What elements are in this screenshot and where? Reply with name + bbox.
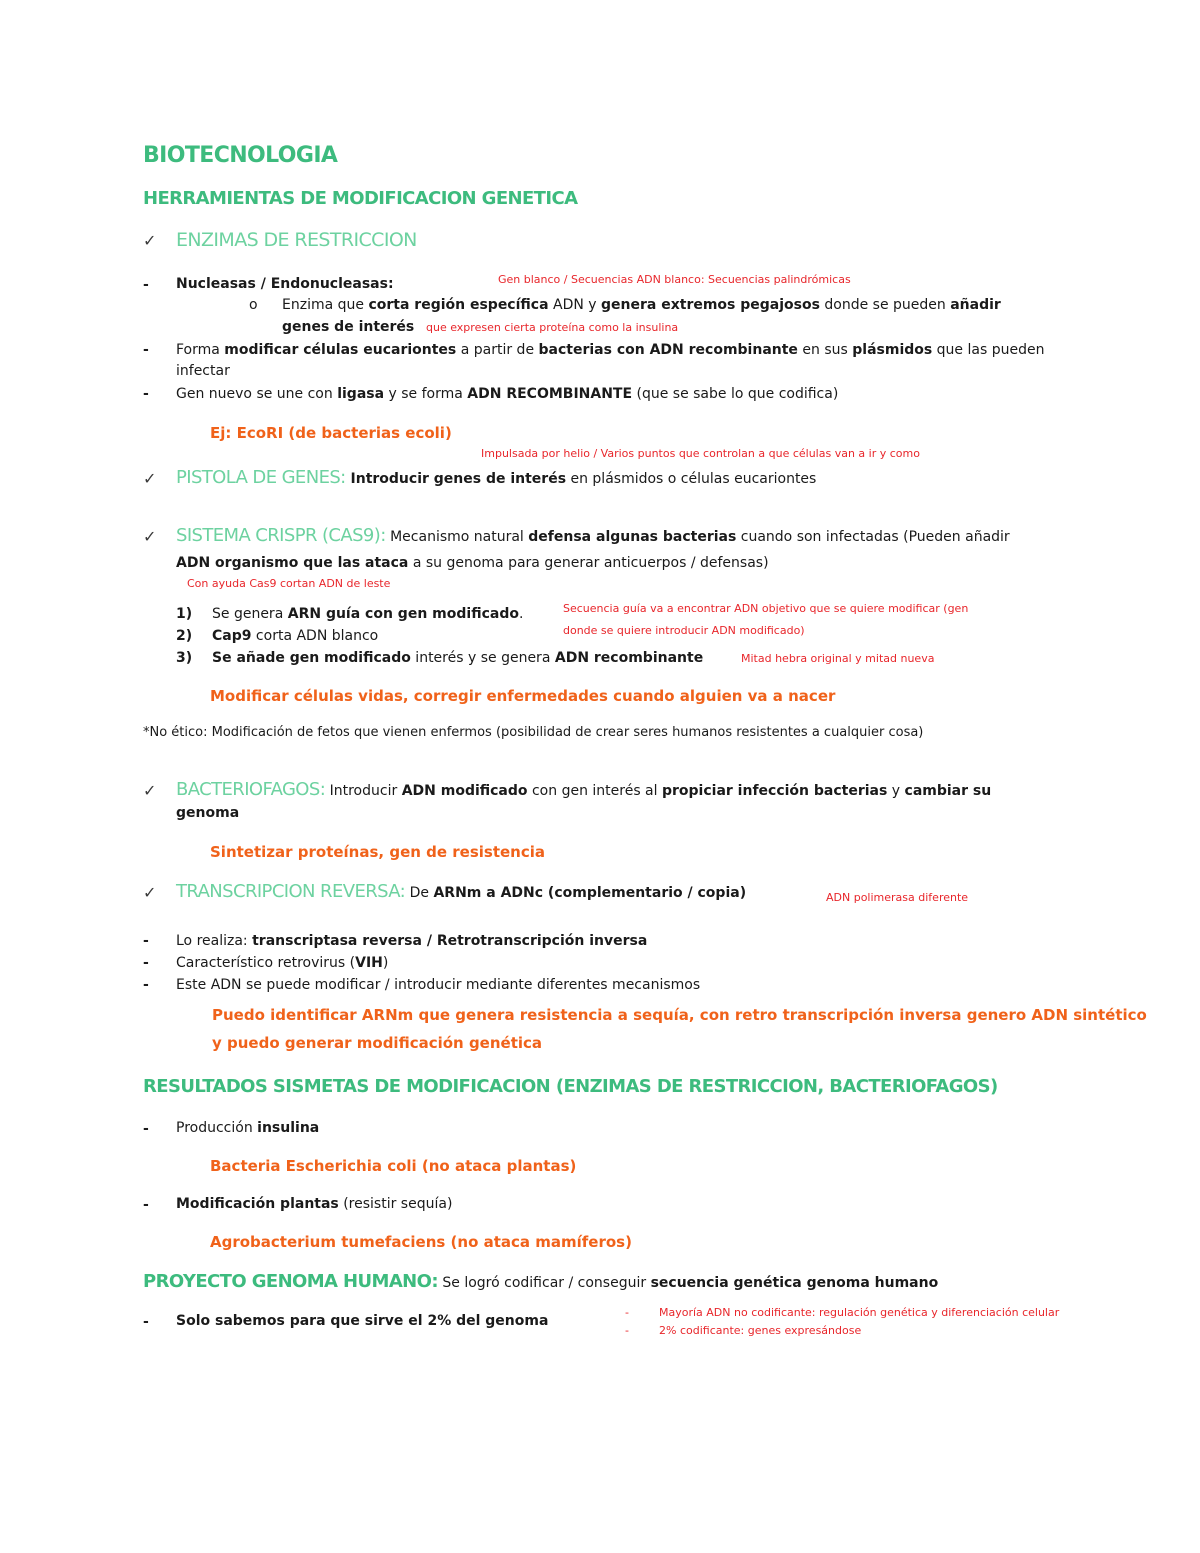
bullet-dash-icon: -: [625, 1324, 629, 1337]
section-heading-resultados: RESULTADOS SISMETAS DE MODIFICACION (ENZIMAS DE RESTRICCION, BACTERIOFAGOS): [143, 1076, 998, 1097]
text-span: y se forma: [384, 386, 468, 402]
text-span: Se genera: [212, 606, 288, 622]
note-polimerasa: ADN polimerasa diferente: [826, 891, 969, 904]
text-span: ligasa: [337, 386, 385, 402]
text-span: Lo realiza:: [176, 933, 253, 949]
text-span: insulina: [257, 1120, 320, 1136]
text-span: Producción: [176, 1120, 258, 1136]
este-adn-text: Este ADN se puede modificar / introducir mediante diferentes mecanismos: [176, 977, 701, 993]
highlight-agrobacterium: Agrobacterium tumefaciens (no ataca mamíferos): [210, 1233, 632, 1251]
bullet-dash-icon: -: [143, 977, 149, 993]
text-span: De: [405, 885, 434, 901]
note-mitad: Mitad hebra original y mitad nueva: [741, 652, 935, 665]
example-ecori: Ej: EcoRI (de bacterias ecoli): [210, 424, 452, 442]
realiza-line: [176, 933, 647, 949]
step-number: 2): [176, 628, 193, 644]
text-span: propiciar infección bacterias: [661, 783, 888, 799]
check-icon: ✓: [143, 781, 157, 800]
text-span: Introducir: [325, 783, 402, 799]
note-guia-2: donde se quiere introducir ADN modificado): [563, 624, 805, 637]
highlight-ecoli: Bacteria Escherichia coli (no ataca plantas): [210, 1157, 577, 1175]
text-span: a partir de: [456, 342, 539, 358]
note-insulina: que expresen cierta proteína como la insulina: [426, 321, 679, 334]
retrovirus-line: [176, 955, 388, 971]
subheading-crispr: SISTEMA CRISPR (CAS9):: [176, 525, 386, 546]
modificacion-plantas-line: [176, 1196, 452, 1212]
subheading-genoma: PROYECTO GENOMA HUMANO:: [143, 1271, 438, 1292]
text-span: con gen interés al: [527, 783, 662, 799]
transcripcion-line: [176, 881, 746, 902]
subheading-transcripcion: TRANSCRIPCION REVERSA:: [176, 881, 406, 902]
bullet-dash-icon: -: [143, 386, 149, 402]
bullet-dash-icon: -: [143, 955, 149, 971]
highlight-bacteriofagos: Sintetizar proteínas, gen de resistencia: [210, 843, 546, 861]
bacteriofagos-line: [176, 779, 991, 800]
text-span: corta ADN blanco: [251, 628, 379, 644]
highlight-crispr: Modificar células vidas, corregir enfermedades cuando alguien va a nacer: [210, 687, 836, 705]
bullet-dash-icon: -: [625, 1306, 629, 1319]
document-title: BIOTECNOLOGIA: [143, 143, 338, 168]
text-span: Gen nuevo se une con: [176, 386, 338, 402]
check-icon: ✓: [143, 469, 157, 488]
genoma-line: [143, 1271, 938, 1292]
text-span: ADN recombinante: [554, 650, 704, 666]
step-number: 3): [176, 650, 193, 666]
text-span: añadir: [950, 297, 1001, 313]
produccion-line: [176, 1120, 319, 1136]
bullet-dash-icon: -: [143, 342, 149, 358]
text-span: que las pueden: [932, 342, 1045, 358]
text-span: ADN y: [548, 297, 602, 313]
text-span: Mecanismo natural: [385, 529, 529, 545]
text-span: bacterias con ADN recombinante: [538, 342, 798, 358]
text-span: ADN RECOMBINANTE: [467, 386, 633, 402]
sub-bullet-icon: o: [249, 297, 258, 313]
text-span: VIH: [355, 955, 383, 971]
genoma-text: genoma: [176, 805, 240, 821]
section-heading-herramientas: HERRAMIENTAS DE MODIFICACION GENETICA: [143, 188, 578, 209]
text-span: y: [887, 783, 905, 799]
crispr-line2: [176, 555, 769, 571]
highlight-transcripcion-2: y puedo generar modificación genética: [212, 1034, 543, 1052]
note-codificante: 2% codificante: genes expresándose: [659, 1324, 862, 1337]
check-icon: ✓: [143, 883, 157, 902]
bullet-dash-icon: -: [143, 1197, 149, 1213]
text-span: cambiar su: [904, 783, 992, 799]
step-1: [212, 606, 523, 622]
text-span: secuencia genética genoma humano: [650, 1275, 939, 1291]
gen-nuevo-line: [176, 386, 838, 402]
bullet-dash-icon: -: [143, 277, 149, 293]
text-span: interés y se genera: [410, 650, 555, 666]
text-span: Modificación plantas: [176, 1196, 339, 1212]
crispr-line: [176, 525, 1010, 546]
text-span: modificar células eucariontes: [224, 342, 457, 358]
subheading-enzimas: ENZIMAS DE RESTRICCION: [176, 229, 417, 251]
text-span: Característico retrovirus (: [176, 955, 356, 971]
step-number: 1): [176, 606, 193, 622]
text-span: donde se pueden: [819, 297, 951, 313]
text-span: Forma: [176, 342, 225, 358]
subheading-bacteriofagos: BACTERIOFAGOS:: [176, 779, 326, 800]
text-span: cuando son infectadas (Pueden añadir: [736, 529, 1010, 545]
text-span: Cap9: [212, 628, 252, 644]
text-span: corta región específica: [368, 297, 549, 313]
text-span: ARNm a ADNc (complementario / copia): [433, 885, 747, 901]
check-icon: ✓: [143, 527, 157, 546]
text-span: genera extremos pegajosos: [601, 297, 820, 313]
bullet-dash-icon: -: [143, 933, 149, 949]
note-cas9: Con ayuda Cas9 cortan ADN de leste: [187, 577, 391, 590]
check-icon: ✓: [143, 231, 157, 250]
text-span: ADN modificado: [401, 783, 528, 799]
text-span: Se añade gen modificado: [212, 650, 411, 666]
step-2: [212, 628, 378, 644]
genes-interes-text: genes de interés: [282, 319, 415, 335]
text-span: Enzima que: [282, 297, 369, 313]
text-span: en plásmidos o células eucariontes: [566, 471, 817, 487]
note-guia-1: Secuencia guía va a encontrar ADN objetivo que se quiere modificar (gen: [563, 602, 969, 615]
text-span: ARN guía con gen modificado: [287, 606, 519, 622]
text-span: plásmidos: [852, 342, 933, 358]
enzima-line: [282, 297, 1001, 313]
text-span: defensa algunas bacterias: [528, 529, 737, 545]
forma-line: [176, 342, 1044, 358]
text-span: ADN organismo que las ataca: [176, 555, 409, 571]
highlight-transcripcion-1: Puedo identificar ARNm que genera resistencia a sequía, con retro transcripción inversa genero ADN sintético: [212, 1006, 1147, 1024]
infectar-text: infectar: [176, 363, 230, 379]
step-3: [212, 650, 703, 666]
solo-sabemos-text: Solo sabemos para que sirve el 2% del genoma: [176, 1313, 549, 1329]
ethics-note: *No ético: Modificación de fetos que vienen enfermos (posibilidad de crear seres humanos resistentes a cualquier cosa): [143, 725, 924, 740]
pistola-line: [176, 467, 816, 488]
text-span: (resistir sequía): [338, 1196, 453, 1212]
note-pistola: Impulsada por helio / Varios puntos que controlan a que células van a ir y como: [481, 447, 920, 460]
text-span: Se logró codificar / conseguir: [437, 1275, 651, 1291]
text-span: en sus: [797, 342, 853, 358]
subheading-pistola: PISTOLA DE GENES:: [176, 467, 346, 488]
text-span: .: [518, 606, 524, 622]
note-mayoria: Mayoría ADN no codificante: regulación genética y diferenciación celular: [659, 1306, 1060, 1319]
text-span: a su genoma para generar anticuerpos / defensas): [408, 555, 769, 571]
nucleasas-label: Nucleasas / Endonucleasas:: [176, 276, 394, 292]
text-span: ): [382, 955, 389, 971]
bullet-dash-icon: -: [143, 1121, 149, 1137]
text-span: transcriptasa reversa / Retrotranscripción inversa: [252, 933, 648, 949]
bullet-dash-icon: -: [143, 1314, 149, 1330]
text-span: Introducir genes de interés: [345, 471, 567, 487]
text-span: (que se sabe lo que codifica): [632, 386, 839, 402]
note-gen-blanco: Gen blanco / Secuencias ADN blanco: Secuencias palindrómicas: [498, 273, 851, 286]
